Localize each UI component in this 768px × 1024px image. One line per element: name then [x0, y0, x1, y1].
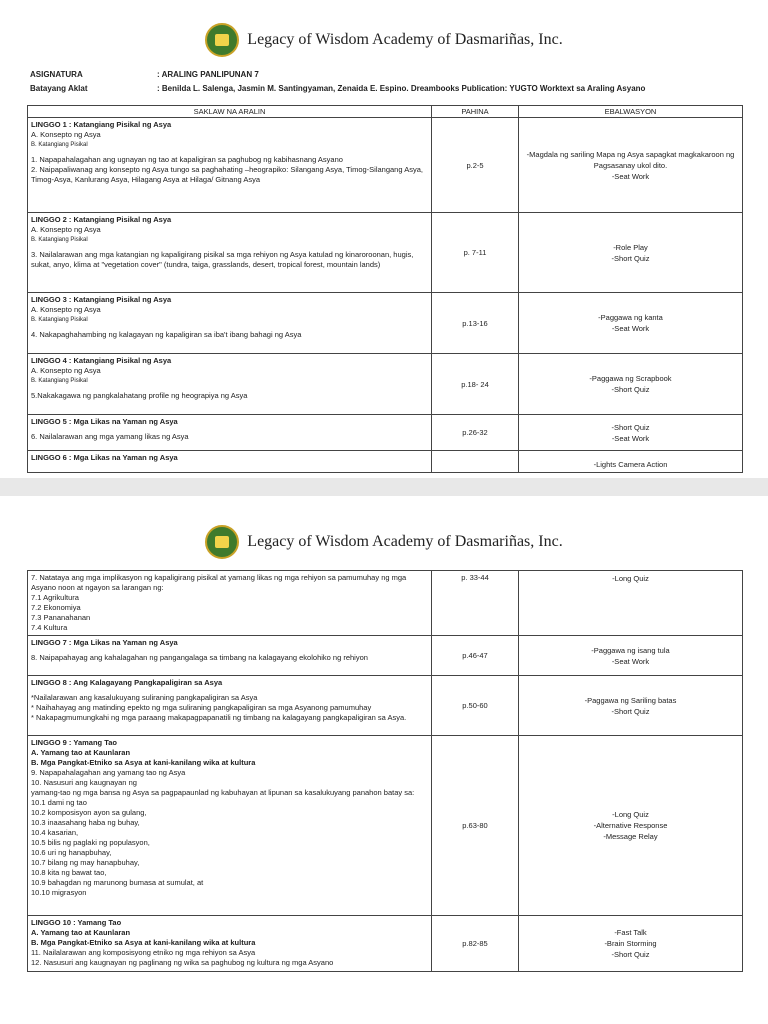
- week-heading: LINGGO 1 : Katangiang Pisikal ng Asya: [31, 120, 172, 129]
- table-row: [28, 571, 743, 636]
- topic-line: B. Katangiang Pisikal: [31, 142, 88, 148]
- table-row: [28, 451, 743, 473]
- eval-item: -Alternative Response: [593, 821, 668, 830]
- page-cell: [432, 451, 519, 473]
- topic-line: A. Konsepto ng Asya: [31, 225, 101, 234]
- objective-line: 7.2 Ekonomiya: [31, 603, 81, 612]
- objective-line: 2. Naipapaliwanag ang konsepto ng Asya tungo sa paghahating –heograpiko: Silangang Asya, Timog-Silangang Asya, Timog-Asya, Kanlurang Asya, Hilagang Asya at Hilaga/ Gitnang Asya: [31, 165, 423, 184]
- table-row: [28, 736, 743, 916]
- objective-line: 10.3 inaasahang haba ng buhay,: [31, 818, 140, 827]
- saklaw-cell: [28, 571, 432, 636]
- objective-line: 10.6 uri ng hanapbuhay,: [31, 848, 112, 857]
- objective-line: 10.9 bahagdan ng marunong bumasa at sumulat, at: [31, 878, 204, 887]
- header-saklaw: SAKLAW NA ARALIN: [28, 106, 432, 118]
- header-pahina: PAHINA: [432, 106, 519, 118]
- saklaw-cell: [28, 213, 432, 293]
- eval-cell: [519, 736, 743, 916]
- topic-line: A. Yamang tao at Kaunlaran: [31, 748, 131, 757]
- objective-line: 10.1 dami ng tao: [31, 798, 87, 807]
- objective-line: 7. Natataya ang mga implikasyon ng kapaligirang pisikal at yamang likas ng mga rehiyon sa pamumuhay ng mga Asyano noon at ngayon sa larangan ng:: [31, 573, 407, 592]
- page-cell: p. 33-44: [432, 571, 519, 636]
- asignatura-label: ASIGNATURA: [30, 69, 83, 79]
- topic-line: A. Konsepto ng Asya: [31, 366, 101, 375]
- aklat-row: [30, 81, 750, 95]
- table-row: [28, 415, 743, 451]
- page-cell: p.46-47: [432, 636, 519, 676]
- saklaw-cell: [28, 293, 432, 354]
- asignatura-row: [30, 67, 750, 81]
- topic-line: A. Konsepto ng Asya: [31, 130, 101, 139]
- header-ebalwasyon: EBALWASYON: [519, 106, 743, 118]
- eval-item: -Short Quiz: [611, 706, 650, 716]
- objective-line: 5.Nakakagawa ng pangkalahatang profile ng heograpiya ng Asya: [31, 391, 248, 400]
- eval-cell: [519, 451, 743, 473]
- objective-line: 10.7 bilang ng may hanapbuhay,: [31, 858, 140, 867]
- page-cell: p.13-16: [432, 293, 519, 354]
- topic-line: A. Konsepto ng Asya: [31, 305, 101, 314]
- eval-cell: [519, 676, 743, 736]
- objective-line: * Nakapagmumungkahi ng mga paraang makapagpapanatili ng timbang na kalagayang pangkapaligiran sa Asya.: [31, 713, 407, 722]
- eval-cell: [519, 571, 743, 636]
- week-heading: LINGGO 9 : Yamang Tao: [31, 738, 117, 747]
- objective-line: 12. Nasusuri ang kaugnayan ng paglinang ng wika sa paghubog ng kultura ng mga Asyano: [31, 958, 334, 967]
- table-row: [28, 636, 743, 676]
- objective-line: 7.3 Pananahanan: [31, 613, 91, 622]
- eval-cell: [519, 293, 743, 354]
- school-name: Legacy of Wisdom Academy of Dasmariñas, Inc.: [247, 31, 563, 48]
- objective-line: 3. Nailalarawan ang mga katangian ng kapaligirang pisikal sa mga rehiyon ng Asya katulad ng kinaroroonan, hugis, sukat, anyo, klima at "vegetation cover" (tundra, taiga, grasslands, desert, tropical forest, mountain lands): [31, 250, 414, 269]
- eval-item: -Seat Work: [611, 171, 650, 181]
- topic-line: A. Yamang tao at Kaunlaran: [31, 928, 131, 937]
- week-heading: LINGGO 4 : Katangiang Pisikal ng Asya: [31, 356, 172, 365]
- objective-line: 7.4 Kultura: [31, 623, 68, 632]
- eval-item: -Long Quiz: [612, 574, 649, 583]
- aklat-label: Batayang Aklat: [30, 83, 88, 93]
- week-heading: LINGGO 6 : Mga Likas na Yaman ng Asya: [31, 453, 178, 462]
- eval-item: -Seat Work: [611, 656, 650, 666]
- page-cell: p.50-60: [432, 676, 519, 736]
- curriculum-table-1: [27, 105, 743, 473]
- eval-item: -Fast Talk: [614, 928, 647, 937]
- week-heading: LINGGO 3 : Katangiang Pisikal ng Asya: [31, 295, 172, 304]
- table-row: [28, 354, 743, 415]
- objective-line: 1. Napapahalagahan ang ugnayan ng tao at kapaligiran sa paghubog ng kabihasnang Asyano: [31, 155, 343, 164]
- school-logo-icon: [205, 23, 239, 57]
- table-row: [28, 676, 743, 736]
- eval-item: -Message Relay: [603, 832, 658, 841]
- topic-line: B. Mga Pangkat-Etniko sa Asya at kani-kanilang wika at kultura: [31, 938, 256, 947]
- topic-line: B. Katangiang Pisikal: [31, 317, 88, 323]
- table-header-row: [28, 106, 743, 118]
- course-meta: [30, 67, 750, 95]
- page-separator: [0, 478, 768, 496]
- asignatura-value: : ARALING PANLIPUNAN 7: [157, 69, 259, 79]
- page-cell: p.63-80: [432, 736, 519, 916]
- page-cell: p. 7-11: [432, 213, 519, 293]
- eval-item: -Role Play: [613, 242, 648, 252]
- page-cell: p.26-32: [432, 415, 519, 451]
- objective-line: 10.2 komposisyon ayon sa gulang,: [31, 808, 147, 817]
- page-cell: p.82-85: [432, 916, 519, 972]
- topic-line: B. Mga Pangkat-Etniko sa Asya at kani-kanilang wika at kultura: [31, 758, 256, 767]
- saklaw-cell: [28, 415, 432, 451]
- objective-line: * Naihahayag ang matinding epekto ng mga suliraning pangkapaligiran sa mga Asyanong pamumuhay: [31, 703, 372, 712]
- eval-item: -Seat Work: [611, 433, 650, 443]
- eval-cell: [519, 415, 743, 451]
- school-logo-icon: [205, 525, 239, 559]
- eval-cell: [519, 118, 743, 213]
- eval-item: -Paggawa ng isang tula: [591, 645, 670, 655]
- eval-item: -Magdala ng sariling Mapa ng Asya sapagkat magkakaroon ng Pagsasanay ukol dito.: [526, 149, 735, 170]
- saklaw-cell: [28, 118, 432, 213]
- eval-cell: [519, 916, 743, 972]
- page-header: [0, 20, 768, 60]
- saklaw-cell: [28, 676, 432, 736]
- curriculum-table-2: [27, 570, 743, 972]
- eval-item: -Paggawa ng Scrapbook: [589, 374, 672, 383]
- saklaw-cell: [28, 636, 432, 676]
- table-row: [28, 213, 743, 293]
- eval-item: -Short Quiz: [611, 253, 650, 263]
- objective-line: 10.5 bilis ng paglaki ng populasyon,: [31, 838, 150, 847]
- week-heading: LINGGO 10 : Yamang Tao: [31, 918, 122, 927]
- objective-line: 10. Nasusuri ang kaugnayan ng: [31, 778, 137, 787]
- objective-line: *Nailalarawan ang kasalukuyang suliraning pangkapaligiran sa Asya: [31, 693, 258, 702]
- page-cell: p.18- 24: [432, 354, 519, 415]
- saklaw-cell: [28, 736, 432, 916]
- document-page-1: [0, 0, 768, 478]
- week-heading: LINGGO 5 : Mga Likas na Yaman ng Asya: [31, 417, 178, 426]
- objective-line: 6. Nailalarawan ang mga yamang likas ng Asya: [31, 432, 189, 441]
- eval-item: -Short Quiz: [611, 422, 650, 432]
- topic-line: B. Katangiang Pisikal: [31, 237, 88, 243]
- objective-line: 11. Nailalarawan ang komposisyong etniko ng mga rehiyon sa Asya: [31, 948, 256, 957]
- eval-cell: [519, 636, 743, 676]
- saklaw-cell: [28, 916, 432, 972]
- objective-line: yamang-tao ng mga bansa ng Asya sa pagpapaunlad ng kabuhayan at lipunan sa kasalukuyang panahon batay sa:: [31, 788, 415, 797]
- table-row: [28, 118, 743, 213]
- week-heading: LINGGO 7 : Mga Likas na Yaman ng Asya: [31, 638, 178, 647]
- page-cell: p.2-5: [432, 118, 519, 213]
- eval-item: -Short Quiz: [611, 950, 650, 959]
- objective-line: 10.8 kita ng bawat tao,: [31, 868, 107, 877]
- eval-item: -Paggawa ng Sariling batas: [584, 695, 677, 705]
- eval-cell: [519, 354, 743, 415]
- page-header-2: [0, 522, 768, 562]
- table-row: [28, 916, 743, 972]
- eval-item: -Paggawa ng kanta: [598, 313, 663, 322]
- saklaw-cell: [28, 354, 432, 415]
- eval-item: -Long Quiz: [612, 810, 649, 819]
- aklat-value: : Benilda L. Salenga, Jasmin M. Santingyaman, Zenaida E. Espino. Dreambooks Publication: YUGTO Worktext sa Araling Asyano: [157, 83, 646, 93]
- eval-cell: [519, 213, 743, 293]
- eval-item: -Seat Work: [611, 324, 650, 333]
- topic-line: B. Katangiang Pisikal: [31, 378, 88, 384]
- eval-item: -Short Quiz: [611, 385, 650, 394]
- table-row: [28, 293, 743, 354]
- week-heading: LINGGO 2 : Katangiang Pisikal ng Asya: [31, 215, 172, 224]
- objective-line: 10.10 migrasyon: [31, 888, 87, 897]
- objective-line: 10.4 kasarian,: [31, 828, 79, 837]
- objective-line: 8. Naipapahayag ang kahalagahan ng pangangalaga sa timbang na kalagayang ekolohiko ng rehiyon: [31, 653, 368, 662]
- school-name: Legacy of Wisdom Academy of Dasmariñas, Inc.: [247, 533, 563, 550]
- week-heading: LINGGO 8 : Ang Kalagayang Pangkapaligiran sa Asya: [31, 678, 223, 687]
- objective-line: 7.1 Agrikultura: [31, 593, 79, 602]
- objective-line: 4. Nakapaghahambing ng kalagayan ng kapaligiran sa iba't ibang bahagi ng Asya: [31, 330, 302, 339]
- saklaw-cell: [28, 451, 432, 473]
- eval-item: -Brain Storming: [604, 939, 657, 948]
- eval-item: -Lights Camera Action: [593, 460, 668, 469]
- objective-line: 9. Napapahalagahan ang yamang tao ng Asya: [31, 768, 186, 777]
